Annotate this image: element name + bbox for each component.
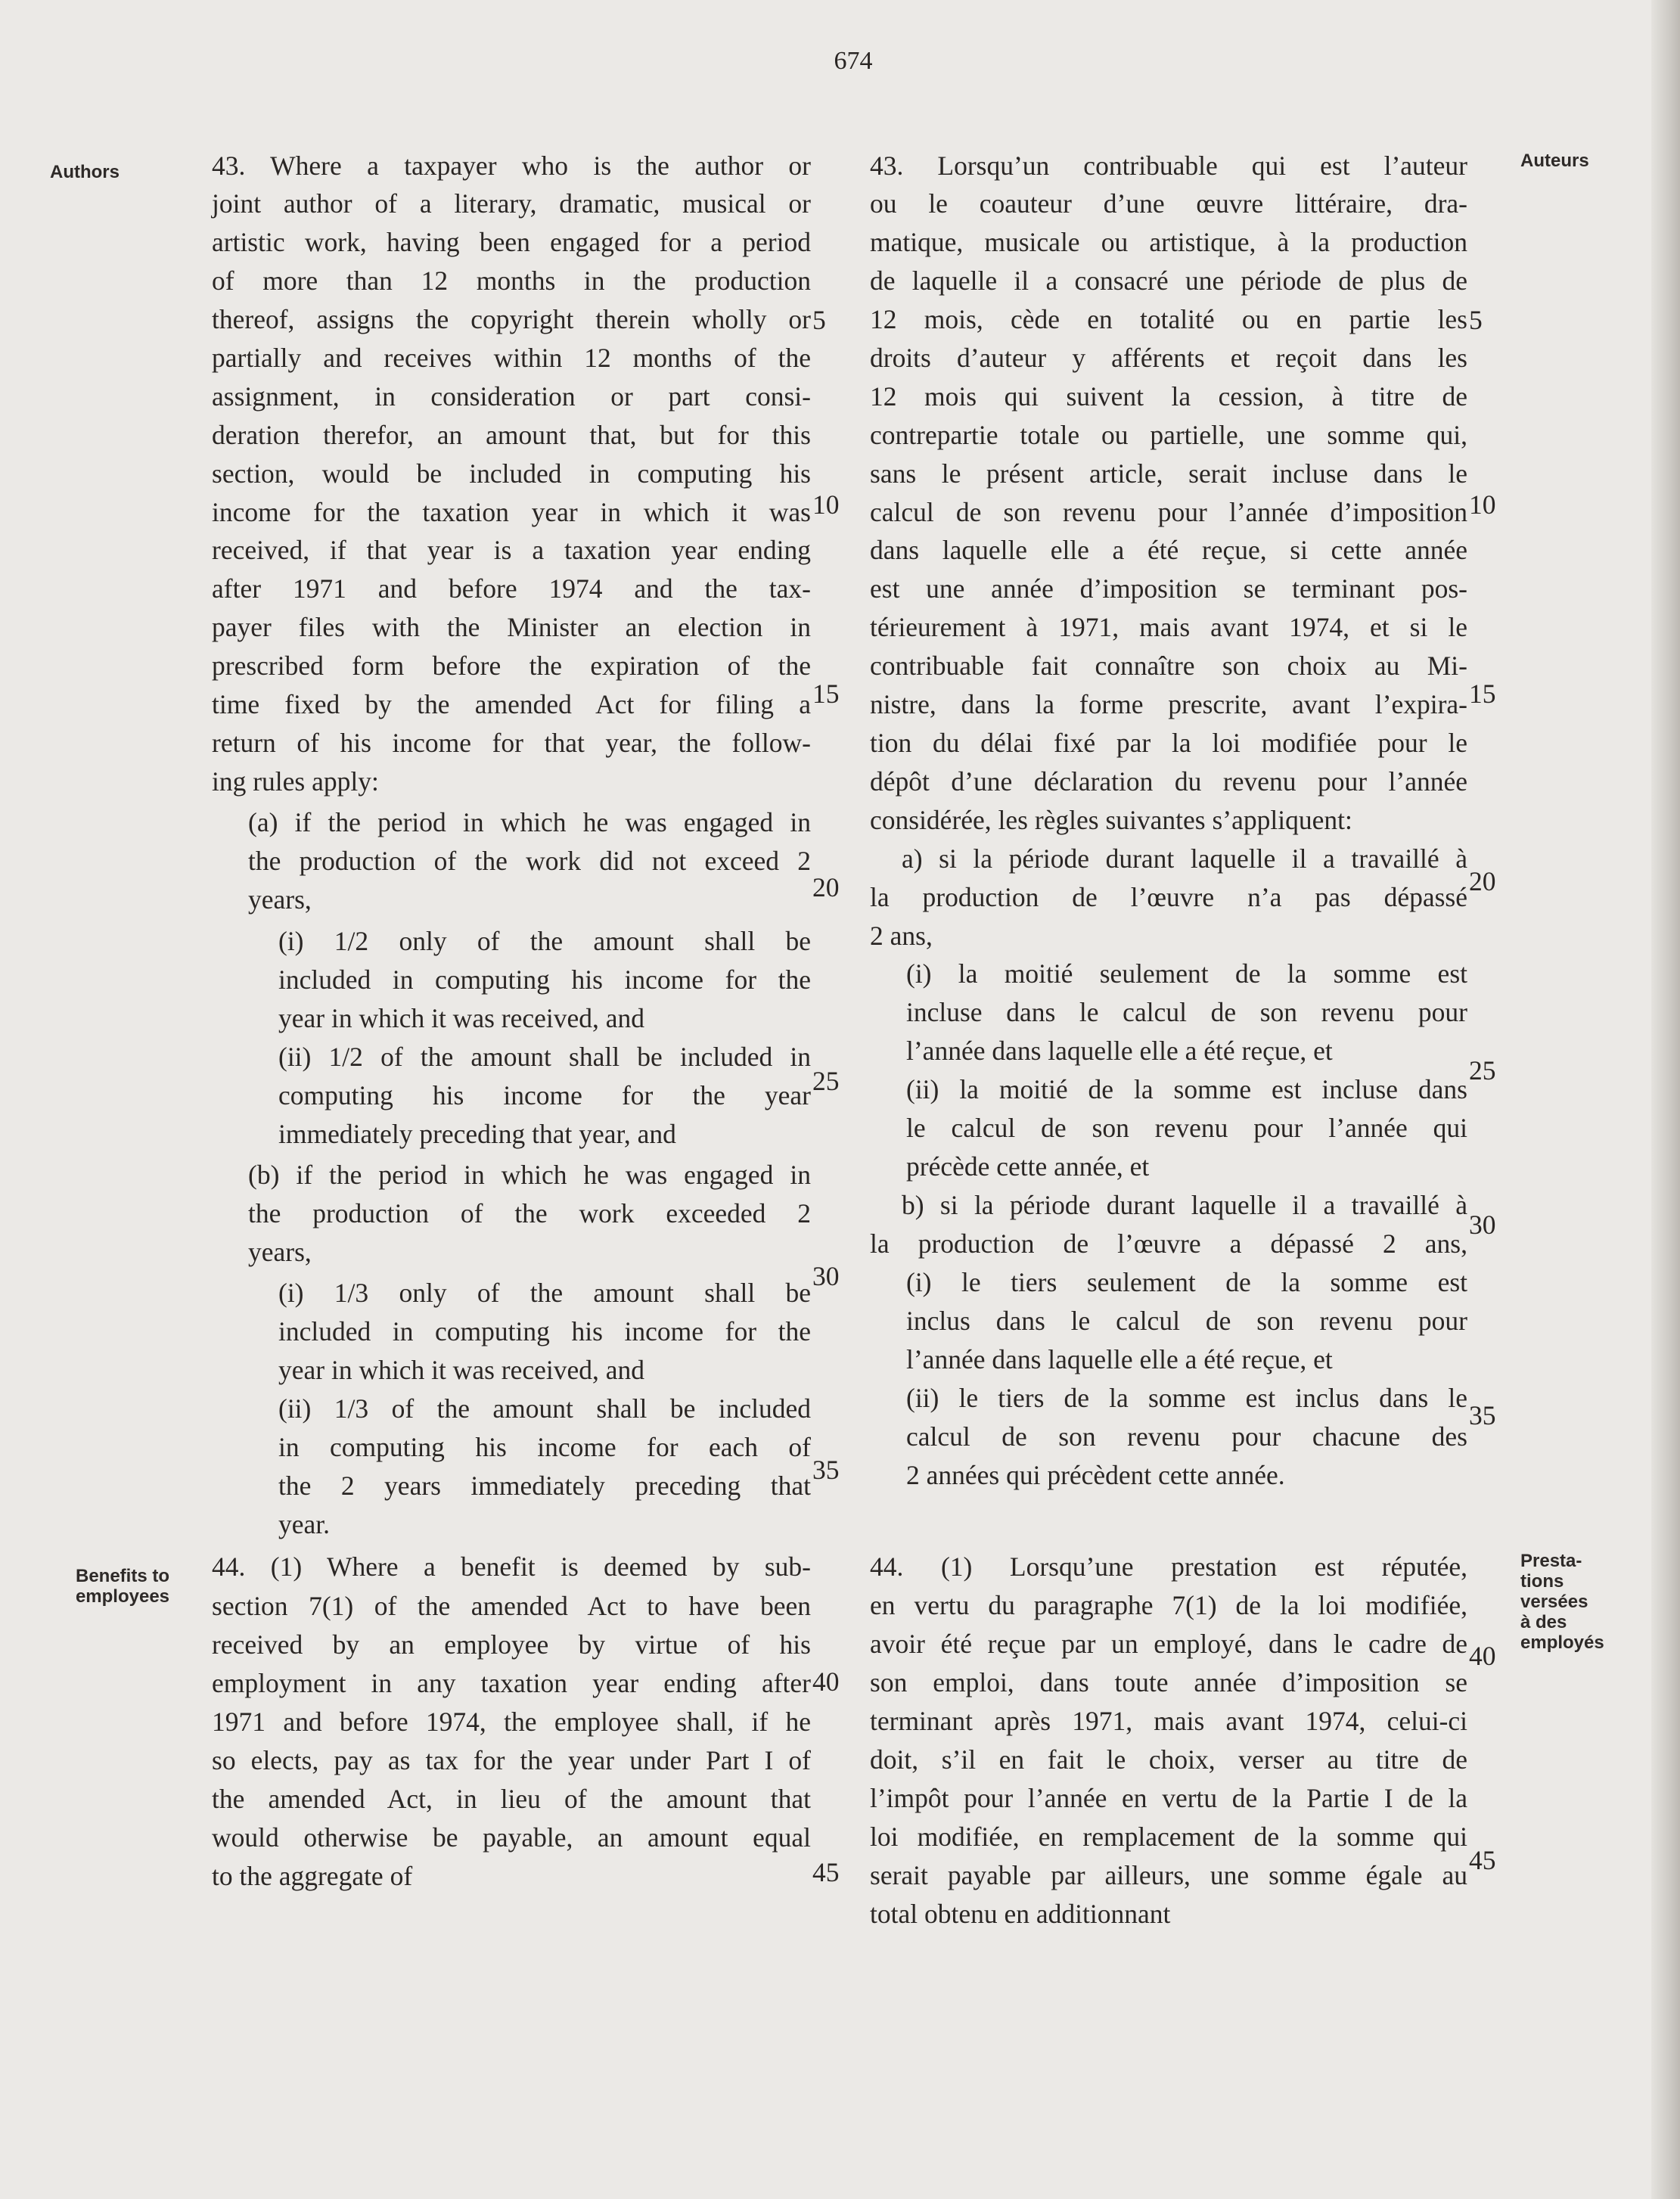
text-line: ou le coauteur d’une œuvre littéraire, dra- — [870, 188, 1467, 219]
line-number: 45 — [1469, 1845, 1496, 1875]
text-line: l’impôt pour l’année en vertu de la Partie I de la — [870, 1783, 1467, 1813]
line-number: 40 — [1469, 1641, 1496, 1671]
text-line: b) si la période durant laquelle il a travaillé à — [902, 1190, 1467, 1220]
text-line: the amended Act, in lieu of the amount that — [212, 1784, 811, 1814]
text-line: 12 mois qui suivent la cession, à titre de — [870, 381, 1467, 412]
text-line: assignment, in consideration or part consi- — [212, 381, 811, 412]
text-line: 2 années qui précèdent cette année. — [906, 1460, 1285, 1490]
text-line: included in computing his income for the — [278, 964, 811, 995]
text-line: l’année dans laquelle elle a été reçue, et — [906, 1036, 1333, 1066]
line-number: 10 — [812, 489, 840, 520]
text-line: 2 ans, — [870, 921, 933, 951]
text-line: (i) le tiers seulement de la somme est — [906, 1267, 1467, 1297]
line-number: 20 — [812, 872, 840, 902]
text-line: 44. (1) Where a benefit is deemed by sub- — [212, 1551, 811, 1582]
text-line: time fixed by the amended Act for filing a — [212, 689, 811, 719]
line-number: 20 — [1469, 866, 1496, 896]
text-line: nistre, dans la forme prescrite, avant l’expira- — [870, 689, 1467, 719]
line-number: 35 — [1469, 1400, 1496, 1430]
line-number: 30 — [812, 1261, 840, 1291]
text-line: 43. Lorsqu’un contribuable qui est l’auteur — [870, 151, 1467, 181]
text-line: section 7(1) of the amended Act to have been — [212, 1591, 811, 1621]
text-line: (i) la moitié seulement de la somme est — [906, 958, 1467, 989]
margin-note-line: employés — [1520, 1632, 1604, 1653]
text-line: 44. (1) Lorsqu’une prestation est réputée, — [870, 1551, 1467, 1582]
text-line: dépôt d’une déclaration du revenu pour l’année — [870, 766, 1467, 797]
text-line: partially and receives within 12 months of the — [212, 343, 811, 373]
text-line: artistic work, having been engaged for a period — [212, 227, 811, 257]
text-line: dans laquelle elle a été reçue, si cette année — [870, 535, 1467, 565]
text-line: (i) 1/3 only of the amount shall be — [278, 1278, 811, 1308]
text-line: incluse dans le calcul de son revenu pour — [906, 997, 1467, 1027]
text-line: 1971 and before 1974, the employee shall, if he — [212, 1707, 811, 1737]
text-line: térieurement à 1971, mais avant 1974, et si le — [870, 612, 1467, 642]
text-line: (ii) 1/3 of the amount shall be included — [278, 1393, 811, 1424]
text-line: joint author of a literary, dramatic, musical or — [212, 188, 811, 219]
line-number: 40 — [812, 1666, 840, 1697]
line-number: 35 — [812, 1455, 840, 1485]
line-number: 25 — [812, 1066, 840, 1096]
page-number: 674 — [834, 47, 873, 75]
line-number: 45 — [812, 1857, 840, 1887]
text-line: calcul de son revenu pour chacune des — [906, 1421, 1467, 1452]
text-line: droits d’auteur y afférents et reçoit dans les — [870, 343, 1467, 373]
text-line: of more than 12 months in the production — [212, 266, 811, 296]
margin-note-line: Benefits to — [75, 1566, 169, 1586]
text-line: in computing his income for each of — [278, 1432, 811, 1462]
text-line: received, if that year is a taxation year ending — [212, 535, 811, 565]
text-line: to the aggregate of — [212, 1861, 413, 1891]
text-line: 43. Where a taxpayer who is the author or — [212, 151, 811, 181]
text-line: son emploi, dans toute année d’imposition se — [870, 1667, 1467, 1697]
text-line: inclus dans le calcul de son revenu pour — [906, 1306, 1467, 1336]
text-line: de laquelle il a consacré une période de plus de — [870, 266, 1467, 296]
text-line: en vertu du paragraphe 7(1) de la loi modifiée, — [870, 1590, 1467, 1620]
text-line: serait payable par ailleurs, une somme égale au — [870, 1860, 1467, 1890]
text-line: computing his income for the year — [278, 1080, 811, 1110]
text-line: income for the taxation year in which it was — [212, 497, 811, 527]
margin-note-line: à des — [1520, 1612, 1567, 1632]
text-line: a) si la période durant laquelle il a travaillé à — [902, 843, 1467, 874]
text-line: est une année d’imposition se terminant pos- — [870, 573, 1467, 604]
text-line: sans le présent article, serait incluse dans le — [870, 458, 1467, 489]
margin-note-line: employees — [75, 1586, 170, 1607]
text-line: (i) 1/2 only of the amount shall be — [278, 926, 811, 956]
margin-note-auteurs: Auteurs — [1520, 151, 1589, 171]
margin-note-prestations — [1520, 1551, 1604, 1653]
text-line: la production de l’œuvre a dépassé 2 ans, — [870, 1228, 1467, 1259]
margin-note-line: tions — [1520, 1571, 1564, 1592]
page-edge — [1651, 0, 1680, 2199]
line-number: 30 — [1469, 1210, 1496, 1240]
text-line: would otherwise be payable, an amount equal — [212, 1822, 811, 1853]
text-line: (ii) le tiers de la somme est inclus dans le — [906, 1383, 1467, 1413]
margin-note-line: Presta- — [1520, 1551, 1582, 1571]
line-number: 10 — [1469, 489, 1496, 520]
text-line: employment in any taxation year ending after — [212, 1668, 811, 1698]
line-number: 5 — [1469, 305, 1483, 335]
text-line: 12 mois, cède en totalité ou en partie les — [870, 304, 1467, 334]
text-line: doit, s’il en fait le choix, verser au titre de — [870, 1744, 1467, 1775]
text-line: loi modifiée, en remplacement de la somme qui — [870, 1822, 1467, 1852]
text-line: the production of the work did not exceed 2 — [248, 846, 811, 876]
margin-note-line: versées — [1520, 1592, 1588, 1612]
text-line: calcul de son revenu pour l’année d’imposition — [870, 497, 1467, 527]
text-line: tion du délai fixé par la loi modifiée pour le — [870, 728, 1467, 758]
text-line: thereof, assigns the copyright therein wholly or — [212, 304, 811, 334]
text-line: terminant après 1971, mais avant 1974, celui-ci — [870, 1706, 1467, 1736]
text-line: year in which it was received, and — [278, 1003, 644, 1033]
text-line: contrepartie totale ou partielle, une somme qui, — [870, 420, 1467, 450]
text-line: ing rules apply: — [212, 766, 379, 797]
text-line: précède cette année, et — [906, 1151, 1150, 1182]
margin-note-benefits — [62, 1566, 183, 1607]
text-line: years, — [248, 884, 312, 915]
text-line: so elects, pay as tax for the year under Part I of — [212, 1745, 811, 1775]
text-line: avoir été reçue par un employé, dans le cadre de — [870, 1629, 1467, 1659]
text-line: (b) if the period in which he was engaged in — [248, 1160, 811, 1190]
text-line: included in computing his income for the — [278, 1316, 811, 1346]
text-line: matique, musicale ou artistique, à la production — [870, 227, 1467, 257]
text-line: (ii) 1/2 of the amount shall be included in — [278, 1042, 811, 1072]
text-line: section, would be included in computing his — [212, 458, 811, 489]
text-line: prescribed form before the expiration of the — [212, 651, 811, 681]
text-line: (ii) la moitié de la somme est incluse dans — [906, 1074, 1467, 1104]
line-number: 15 — [1469, 679, 1496, 709]
text-line: deration therefor, an amount that, but for this — [212, 420, 811, 450]
margin-note-authors: Authors — [50, 162, 120, 182]
text-line: contribuable fait connaître son choix au Mi- — [870, 651, 1467, 681]
text-line: return of his income for that year, the follow- — [212, 728, 811, 758]
text-line: year. — [278, 1509, 331, 1539]
text-line: received by an employee by virtue of his — [212, 1629, 811, 1660]
text-line: la production de l’œuvre n’a pas dépassé — [870, 882, 1467, 912]
line-number: 25 — [1469, 1055, 1496, 1086]
text-line: payer files with the Minister an election in — [212, 612, 811, 642]
text-line: year in which it was received, and — [278, 1355, 644, 1385]
text-line: l’année dans laquelle elle a été reçue, et — [906, 1344, 1333, 1374]
text-line: considérée, les règles suivantes s’appliquent: — [870, 805, 1352, 835]
text-line: after 1971 and before 1974 and the tax- — [212, 573, 811, 604]
text-line: the production of the work exceeded 2 — [248, 1198, 811, 1228]
text-line: (a) if the period in which he was engaged in — [248, 807, 811, 837]
text-line: years, — [248, 1237, 312, 1267]
text-line: total obtenu en additionnant — [870, 1899, 1171, 1929]
text-line: the 2 years immediately preceding that — [278, 1471, 811, 1501]
line-number: 5 — [812, 305, 826, 335]
line-number: 15 — [812, 679, 840, 709]
text-line: immediately preceding that year, and — [278, 1119, 676, 1149]
text-line: le calcul de son revenu pour l’année qui — [906, 1113, 1467, 1143]
